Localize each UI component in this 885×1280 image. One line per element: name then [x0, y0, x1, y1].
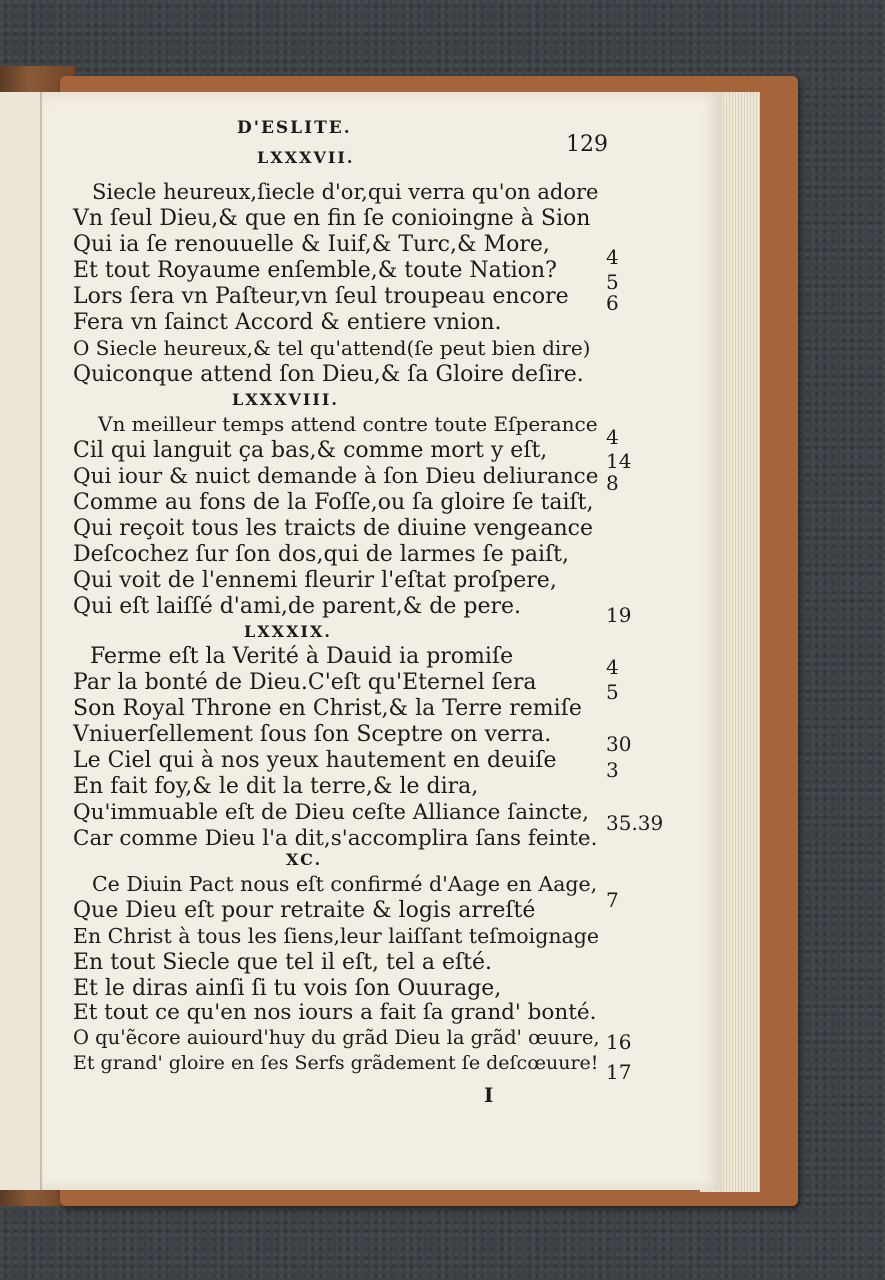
- verse-line: Et grand' gloire en ſes Serfs grãdement ſe deſcœuure!: [73, 1052, 599, 1074]
- margin-reference: 19: [606, 603, 632, 627]
- margin-reference: 6: [606, 291, 619, 315]
- section-numeral: LXXXIX.: [244, 622, 332, 641]
- verse-line: Et tout ce qu'en nos iours a fait ſa grand' bonté.: [73, 1000, 597, 1025]
- margin-reference: 4: [606, 245, 619, 269]
- verse-line: Le Ciel qui à nos yeux hautement en deuiſe: [73, 748, 557, 773]
- verse-line: Vniuerſellement ſous ſon Sceptre on verra.: [73, 722, 552, 747]
- verse-line: En fait foy,& le dit la terre,& le dira,: [73, 774, 479, 799]
- verse-line: Qui iour & nuict demande à ſon Dieu deliurance: [73, 464, 599, 489]
- margin-reference: 5: [606, 270, 619, 294]
- verse-line: En tout Siecle que tel il eſt, tel a eſté.: [73, 950, 493, 975]
- verse-line: Qu'immuable eſt de Dieu ceſte Alliance ſaincte,: [73, 800, 589, 825]
- verse-line: Quiconque attend ſon Dieu,& ſa Gloire deſire.: [73, 362, 584, 387]
- verse-line: Siecle heureux,ſiecle d'or,qui verra qu'on adore: [92, 180, 599, 204]
- margin-reference: 7: [606, 888, 619, 912]
- margin-reference: 4: [606, 425, 619, 449]
- section-numeral: LXXXVII.: [257, 148, 355, 167]
- signature-mark: I: [484, 1083, 494, 1107]
- verse-line: Et le diras ainſi ſi tu vois ſon Ouurage,: [73, 976, 502, 1001]
- margin-reference: 4: [606, 655, 619, 679]
- verse-line: Qui eſt laiſſé d'ami,de parent,& de pere.: [73, 594, 521, 619]
- verse-line: Vn meilleur temps attend contre toute Eſperance: [98, 412, 598, 436]
- facing-page-edge: [0, 92, 42, 1190]
- margin-reference: 8: [606, 471, 619, 495]
- verse-line: Que Dieu eſt pour retraite & logis arreſté: [73, 898, 536, 923]
- margin-reference: 5: [606, 680, 619, 704]
- verse-line: Son Royal Throne en Christ,& la Terre remiſe: [73, 696, 582, 721]
- verse-line: Car comme Dieu l'a dit,s'accomplira ſans feinte.: [73, 826, 598, 851]
- section-numeral: XC.: [286, 850, 323, 869]
- verse-line: En Christ à tous les ſiens,leur laiſſant teſmoignage: [73, 924, 599, 948]
- margin-reference: 16: [606, 1030, 632, 1054]
- margin-reference: 30: [606, 732, 632, 756]
- margin-reference: 14: [606, 449, 632, 473]
- section-numeral: LXXXVIII.: [232, 390, 339, 409]
- margin-reference: 17: [606, 1060, 632, 1084]
- margin-reference: 35.39: [606, 811, 664, 835]
- verse-line: O qu'ẽcore auiourd'huy du grãd Dieu la grãd' œuure,: [73, 1026, 600, 1049]
- verse-line: Lors ſera vn Paſteur,vn ſeul troupeau encore: [73, 284, 569, 309]
- verse-line: Qui ia ſe renouuelle & Iuif,& Turc,& More,: [73, 232, 550, 257]
- verse-line: Fera vn ſainct Accord & entiere vnion.: [73, 310, 502, 335]
- verse-line: Ferme eſt la Verité à Dauid ia promiſe: [90, 644, 514, 669]
- running-head: D'ESLITE.: [237, 118, 352, 138]
- verse-line: Comme au fons de la Foſſe,ou ſa gloire ſe taiſt,: [73, 490, 594, 515]
- verse-line: Par la bonté de Dieu.C'eſt qu'Eternel ſera: [73, 670, 537, 695]
- margin-reference: 3: [606, 758, 619, 782]
- verse-line: Vn ſeul Dieu,& que en fin ſe conioingne à Sion: [73, 206, 591, 231]
- page-number: 129: [566, 132, 608, 157]
- verse-line: Qui reçoit tous les traicts de diuine vengeance: [73, 516, 593, 541]
- verse-line: Cil qui languit ça bas,& comme mort y eſt,: [73, 438, 548, 463]
- verse-line: Qui voit de l'ennemi fleurir l'eſtat proſpere,: [73, 568, 557, 593]
- verse-line: Deſcochez ſur ſon dos,qui de larmes ſe paiſt,: [73, 542, 570, 567]
- verse-line: Ce Diuin Pact nous eſt confirmé d'Aage en Aage,: [92, 872, 598, 896]
- verse-line: Et tout Royaume enſemble,& toute Nation?: [73, 258, 557, 283]
- verse-line: O Siecle heureux,& tel qu'attend(ſe peut bien dire): [73, 336, 591, 360]
